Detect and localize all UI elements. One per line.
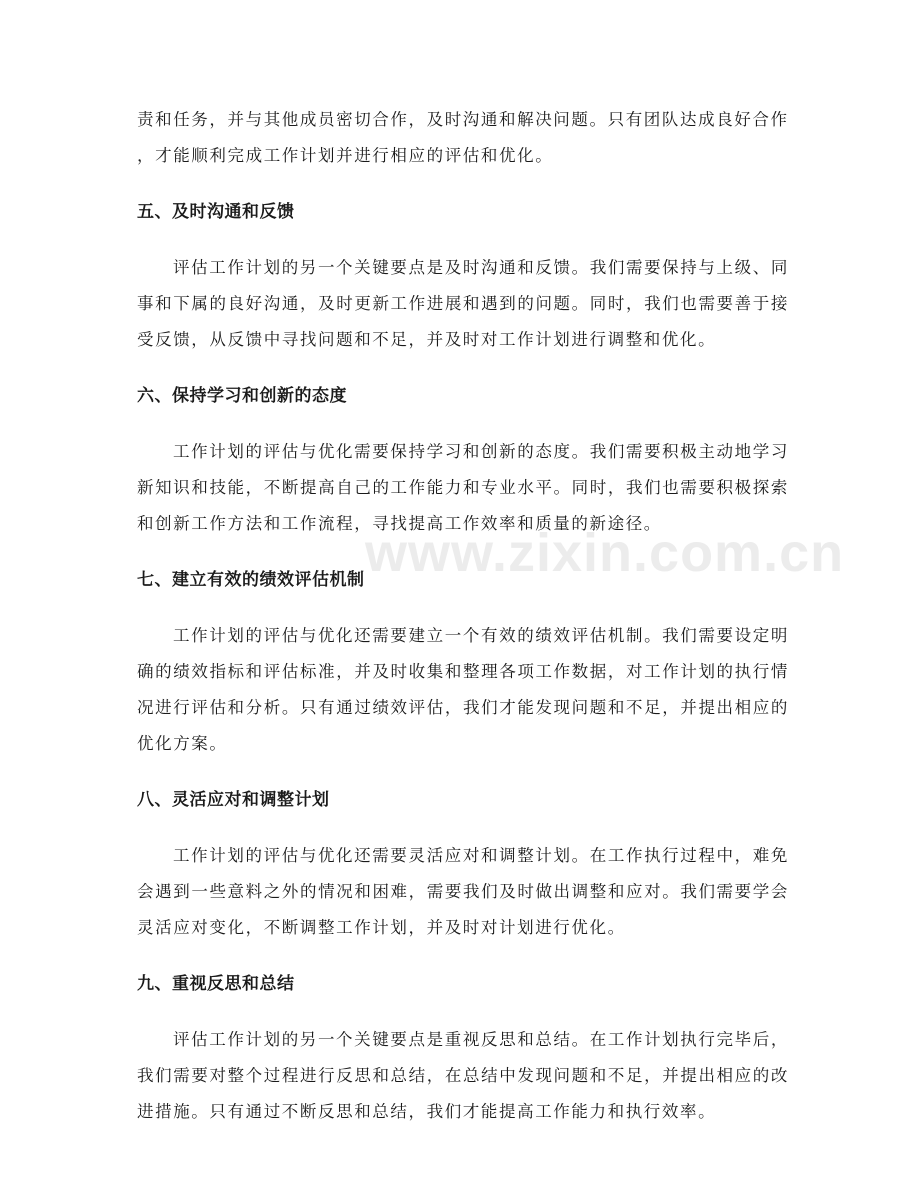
section-body-5: 评估工作计划的另一个关键要点是及时沟通和反馈。我们需要保持与上级、同事和下属的良好沟通，及时更新工作进展和遇到的问题。同时，我们也需要善于接受反馈，从反馈中寻找问题和不足，并及时对工作计划进行调整和优化。 bbox=[137, 258, 789, 349]
document-content bbox=[137, 102, 789, 1130]
section-body-7: 工作计划的评估与优化还需要建立一个有效的绩效评估机制。我们需要设定明确的绩效指标和评估标准，并及时收集和整理各项工作数据，对工作计划的执行情况进行评估和分析。只有通过绩效评估，我们才能发现问题和不足，并提出相应的优化方案。 bbox=[137, 626, 789, 753]
section-heading-9: 九、重视反思和总结 bbox=[137, 974, 295, 994]
section-heading-5: 五、及时沟通和反馈 bbox=[137, 202, 295, 222]
section-heading-7: 七、建立有效的绩效评估机制 bbox=[137, 570, 365, 590]
section-heading-6: 六、保持学习和创新的态度 bbox=[137, 386, 347, 406]
watermark: www.zixin.com.cn bbox=[365, 523, 845, 583]
section-body-9: 评估工作计划的另一个关键要点是重视反思和总结。在工作计划执行完毕后，我们需要对整个过程进行反思和总结，在总结中发现问题和不足，并提出相应的改进措施。只有通过不断反思和总结，我们才能提高工作能力和执行效率。 bbox=[137, 1030, 789, 1121]
section-heading-8: 八、灵活应对和调整计划 bbox=[137, 790, 330, 810]
section-body-6: 工作计划的评估与优化需要保持学习和创新的态度。我们需要积极主动地学习新知识和技能，不断提高自己的工作能力和专业水平。同时，我们也需要积极探索和创新工作方法和工作流程，寻找提高工作效率和质量的新途径。 bbox=[137, 442, 789, 533]
intro-line-2: ，才能顺利完成工作计划并进行相应的评估和优化。 bbox=[137, 146, 554, 165]
intro-line-1: 责和任务，并与其他成员密切合作，及时沟通和解决问题。只有团队达成良好合作 bbox=[137, 110, 789, 129]
section-body-8: 工作计划的评估与优化还需要灵活应对和调整计划。在工作执行过程中，难免会遇到一些意料之外的情况和困难，需要我们及时做出调整和应对。我们需要学会灵活应对变化，不断调整工作计划，并及时对计划进行优化。 bbox=[137, 846, 789, 937]
